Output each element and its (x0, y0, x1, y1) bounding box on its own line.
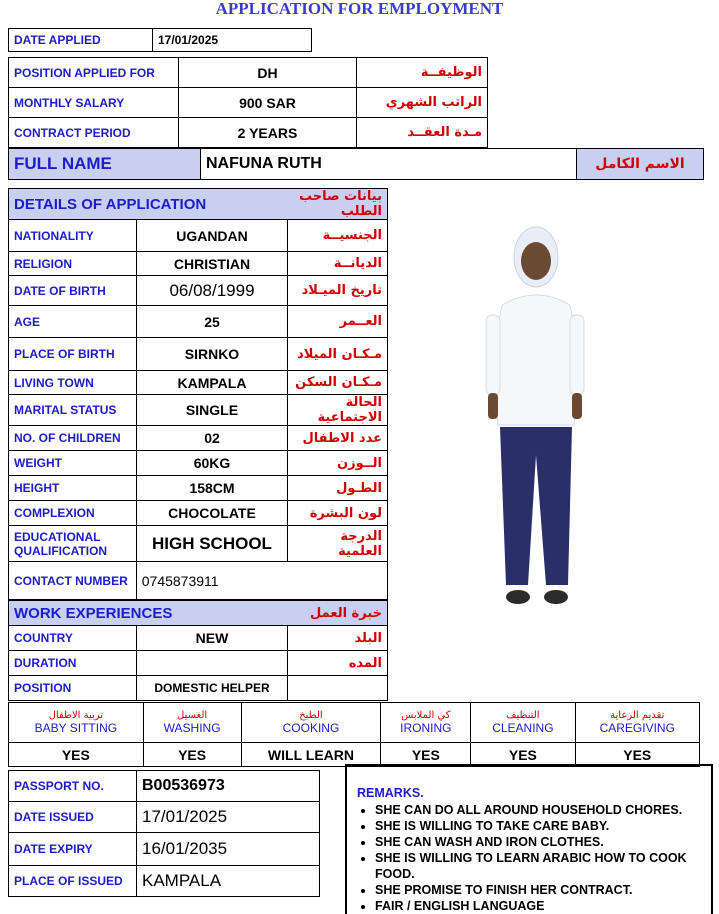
work-position-ar (288, 676, 388, 701)
remark-item: • SHE PROMISE TO FINISH HER CONTRACT. (375, 882, 703, 898)
place-of-birth-label: PLACE OF BIRTH (9, 338, 137, 371)
remark-item: • SHE IS WILLING TO LEARN ARABIC HOW TO COOK FOOD. (375, 850, 703, 882)
height-label: HEIGHT (9, 476, 137, 501)
remark-item: • SHE IS WILLING TO TAKE CARE BABY. (375, 818, 703, 834)
living-town-ar: مـكـان السكن (288, 371, 388, 395)
dob-ar: تاريخ الميـلاد (288, 276, 388, 306)
remarks-title: REMARKS. (357, 786, 424, 800)
children-label: NO. OF CHILDREN (9, 426, 137, 451)
position-label: POSITION APPLIED FOR (9, 58, 179, 88)
complexion-label: COMPLEXION (9, 501, 137, 526)
height-ar: الطـول (288, 476, 388, 501)
date-expiry-label: DATE EXPIRY (9, 833, 137, 866)
dob-label: DATE OF BIRTH (9, 276, 137, 306)
age-label: AGE (9, 306, 137, 338)
work-header-ar: خبرة العمل (288, 601, 388, 626)
nationality-value: UGANDAN (136, 220, 287, 252)
salary-value: 900 SAR (179, 88, 357, 118)
place-issued-value: KAMPALA (137, 866, 320, 897)
remark-item: • SHE CAN DO ALL AROUND HOUSEHOLD CHORES. (375, 802, 703, 818)
remarks-box (345, 764, 713, 914)
skill-cleaning-value: YES (471, 743, 575, 767)
place-of-birth-value: SIRNKO (136, 338, 287, 371)
work-header: WORK EXPERIENCES (9, 601, 288, 626)
skill-cleaning (471, 703, 575, 743)
dob-value: 06/08/1999 (136, 276, 287, 306)
contact-value: 0745873911 (136, 562, 387, 600)
salary-ar: الراتب الشهري (357, 88, 488, 118)
details-table (8, 188, 388, 600)
work-table (8, 600, 388, 701)
weight-label: WEIGHT (9, 451, 137, 476)
age-ar: العــمر (288, 306, 388, 338)
skills-table (8, 702, 700, 767)
age-value: 25 (136, 306, 287, 338)
skill-cooking-ar: الطبخ (299, 710, 323, 721)
date-issued-label: DATE ISSUED (9, 802, 137, 833)
contract-value: 2 YEARS (179, 118, 357, 148)
weight-ar: الــوزن (288, 451, 388, 476)
skill-babysitting (9, 703, 144, 743)
remarks-list (357, 802, 703, 914)
weight-value: 60KG (136, 451, 287, 476)
remark-item: • FAIR / ENGLISH LANGUAGE (375, 898, 703, 914)
living-town-value: KAMPALA (136, 371, 287, 395)
skill-babysitting-en: BABY SITTING (34, 721, 118, 735)
skill-caregiving (575, 703, 700, 743)
education-ar: الدرجة العلمية (288, 526, 388, 562)
date-applied-label: DATE APPLIED (9, 29, 153, 52)
passport-table (8, 770, 320, 897)
height-value: 158CM (136, 476, 287, 501)
country-value: NEW (136, 626, 288, 651)
full-name-value: NAFUNA RUTH (201, 149, 577, 180)
skill-washing-ar: الغسيل (177, 710, 208, 721)
applicant-photo (470, 205, 600, 617)
contract-label: CONTRACT PERIOD (9, 118, 179, 148)
country-ar: البلد (288, 626, 388, 651)
date-applied-value: 17/01/2025 (153, 29, 312, 52)
children-ar: عدد الاطفال (288, 426, 388, 451)
position-table (8, 57, 488, 148)
passport-no-value: B00536973 (137, 771, 320, 802)
passport-no-label: PASSPORT NO. (9, 771, 137, 802)
details-header-ar: بيانات صاحب الطلب (288, 189, 388, 220)
education-label: EDUCATIONAL QUALIFICATION (9, 526, 137, 562)
skill-cooking-en: COOKING (282, 721, 340, 735)
date-expiry-value: 16/01/2035 (137, 833, 320, 866)
skill-caregiving-en: CAREGIVING (599, 721, 675, 735)
skill-caregiving-ar: تقديم الرعاية (610, 710, 665, 721)
salary-label: MONTHLY SALARY (9, 88, 179, 118)
duration-ar: المده (288, 651, 388, 676)
page-title: APPLICATION FOR EMPLOYMENT (215, 0, 504, 18)
full-name-label: FULL NAME (9, 149, 201, 180)
skill-ironing-en: IRONING (400, 721, 452, 735)
skill-babysitting-value: YES (9, 743, 144, 767)
skill-caregiving-value: YES (575, 743, 700, 767)
skill-ironing-ar: كي الملابس (401, 710, 451, 721)
position-value: DH (179, 58, 357, 88)
marital-status-ar: الحالة الاجتماعية (288, 395, 388, 426)
skill-ironing (381, 703, 471, 743)
children-value: 02 (136, 426, 287, 451)
nationality-label: NATIONALITY (9, 220, 137, 252)
work-position-value: DOMESTIC HELPER (136, 676, 288, 701)
full-name-ar: الاسم الكامل (577, 149, 704, 180)
place-of-birth-ar: مـكـان الميلاد (288, 338, 388, 371)
skill-babysitting-ar: تربية الاطفال (48, 710, 104, 721)
position-ar: الوظيفــة (357, 58, 488, 88)
religion-label: RELIGION (9, 252, 137, 276)
skill-cleaning-ar: التنظيف (506, 710, 540, 721)
work-position-label: POSITION (9, 676, 137, 701)
person-figure-icon (470, 205, 600, 617)
religion-ar: الديانــة (288, 252, 388, 276)
contact-label: CONTACT NUMBER (9, 562, 137, 600)
date-applied-table (8, 28, 312, 52)
living-town-label: LIVING TOWN (9, 371, 137, 395)
date-issued-value: 17/01/2025 (137, 802, 320, 833)
skill-washing (143, 703, 241, 743)
complexion-value: CHOCOLATE (136, 501, 287, 526)
skill-cooking-value: WILL LEARN (241, 743, 381, 767)
complexion-ar: لون البشرة (288, 501, 388, 526)
marital-status-value: SINGLE (136, 395, 287, 426)
marital-status-label: MARITAL STATUS (9, 395, 137, 426)
religion-value: CHRISTIAN (136, 252, 287, 276)
skill-washing-value: YES (143, 743, 241, 767)
contract-ar: مـدة العقــد (357, 118, 488, 148)
nationality-ar: الجنسيــة (288, 220, 388, 252)
full-name-table (8, 148, 704, 180)
skill-cleaning-en: CLEANING (492, 721, 554, 735)
skill-ironing-value: YES (381, 743, 471, 767)
place-issued-label: PLACE OF ISSUED (9, 866, 137, 897)
remark-item: • SHE CAN WASH AND IRON CLOTHES. (375, 834, 703, 850)
country-label: COUNTRY (9, 626, 137, 651)
skill-washing-en: WASHING (163, 721, 221, 735)
duration-value (136, 651, 288, 676)
skill-cooking (241, 703, 381, 743)
details-header: DETAILS OF APPLICATION (9, 189, 288, 220)
duration-label: DURATION (9, 651, 137, 676)
education-value: HIGH SCHOOL (136, 526, 287, 562)
